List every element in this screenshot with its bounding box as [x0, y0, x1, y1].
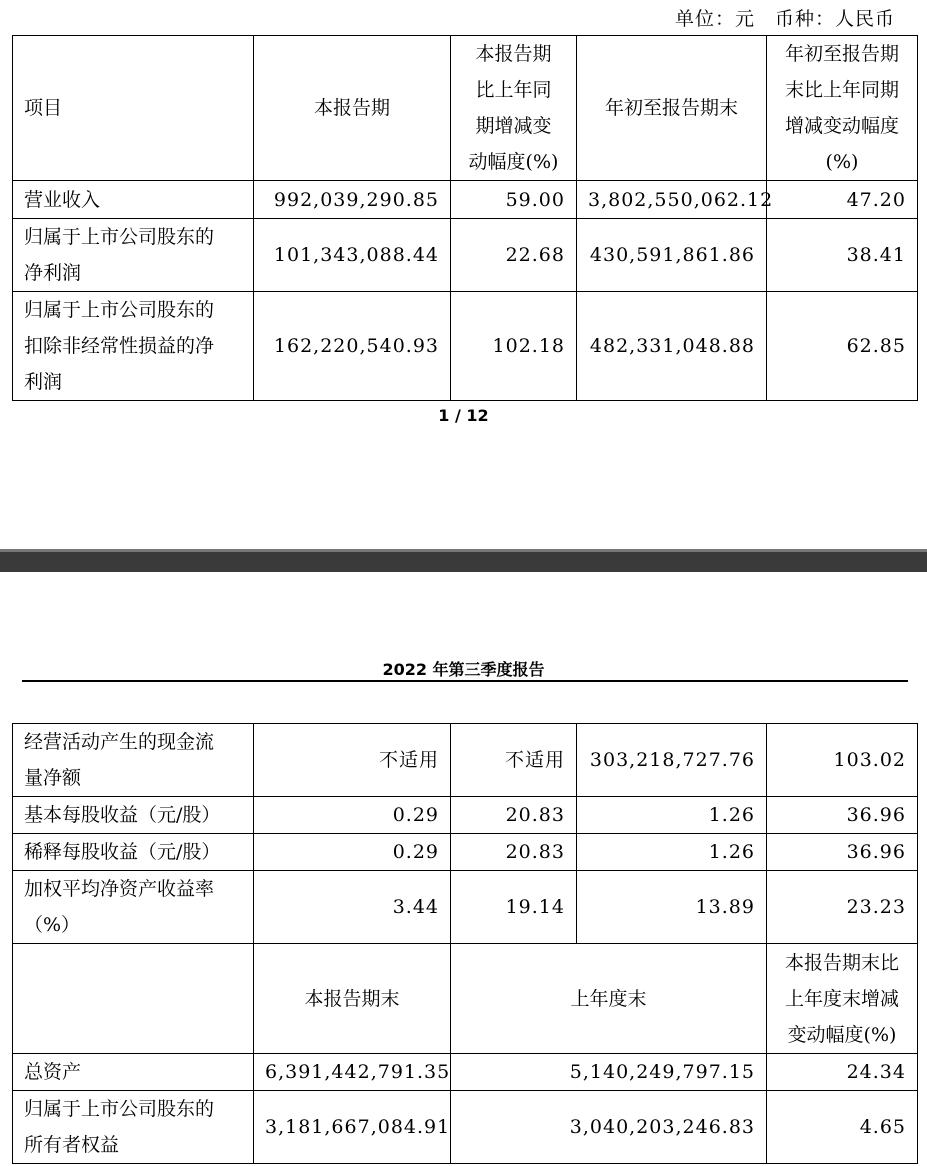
title-divider	[22, 680, 908, 682]
cell-ytd: 482,331,048.88	[577, 292, 767, 401]
table-row	[13, 1054, 918, 1091]
label-line: 归属于上市公司股东的	[24, 299, 215, 321]
table-row	[13, 1091, 918, 1164]
row-label	[13, 871, 254, 944]
label-line: 归属于上市公司股东的	[24, 1098, 215, 1120]
cell-current-change: 20.83	[451, 797, 577, 834]
header-current-period: 本报告期	[254, 36, 451, 181]
header-line: 本报告期末比	[784, 951, 899, 974]
cell-ytd: 430,591,861.86	[577, 219, 767, 292]
cell-current: 0.29	[254, 797, 451, 834]
label-line: （%）	[24, 914, 81, 936]
cell-current: 101,343,088.44	[254, 219, 451, 292]
header-line: 末比上年同期	[784, 79, 899, 101]
cell-ytd-change: 38.41	[767, 219, 918, 292]
header-ytd-change	[767, 36, 918, 181]
header-blank	[13, 944, 254, 1054]
label-line: 量净额	[24, 767, 82, 789]
cell-ytd-change: 36.96	[767, 797, 918, 834]
cell-ytd-change: 103.02	[767, 724, 918, 797]
report-title: 2022 年第三季度报告	[382, 660, 545, 679]
cell-balance-change: 4.65	[767, 1091, 918, 1164]
header-period-end: 本报告期末	[254, 944, 451, 1054]
row-label	[13, 1091, 254, 1164]
cell-current: 162,220,540.93	[254, 292, 451, 401]
label-line: 营业收入	[24, 188, 101, 211]
cell-current-change: 20.83	[451, 834, 577, 871]
cell-period-end: 3,181,667,084.91	[254, 1091, 451, 1164]
header-item: 项目	[13, 36, 254, 181]
cell-ytd: 1.26	[577, 834, 767, 871]
header-line: 本报告期	[475, 43, 552, 65]
page-separator	[0, 549, 927, 572]
label-line: 稀释每股收益（元/股）	[24, 841, 221, 863]
table-row	[13, 871, 918, 944]
table-row	[13, 797, 918, 834]
cell-ytd-change: 36.96	[767, 834, 918, 871]
cell-ytd: 1.26	[577, 797, 767, 834]
header-line: 期增减变	[475, 115, 552, 137]
header-line: 上年度末增减	[784, 987, 899, 1010]
row-label	[13, 1054, 254, 1091]
cell-ytd: 3,802,550,062.12	[577, 181, 767, 219]
label-line: 基本每股收益（元/股）	[24, 804, 221, 826]
table-header-row	[13, 36, 918, 181]
cell-current-change: 102.18	[451, 292, 577, 401]
row-label	[13, 797, 254, 834]
header-line: 比上年同	[475, 79, 552, 101]
cell-ytd-change: 23.23	[767, 871, 918, 944]
header-line: (%)	[825, 151, 859, 173]
financial-table-top	[12, 35, 918, 401]
row-label	[13, 219, 254, 292]
cell-ytd: 13.89	[577, 871, 767, 944]
label-line: 总资产	[24, 1061, 82, 1083]
row-label	[13, 834, 254, 871]
table-row	[13, 181, 918, 219]
table-row	[13, 292, 918, 401]
financial-table-bottom	[12, 723, 918, 1164]
header-line: 增减变动幅度	[784, 115, 899, 137]
label-line: 净利润	[24, 262, 82, 284]
cell-current: 3.44	[254, 871, 451, 944]
cell-current: 不适用	[254, 724, 451, 797]
header-line: 动幅度(%)	[468, 151, 559, 173]
cell-ytd-change: 47.20	[767, 181, 918, 219]
label-line: 利润	[24, 371, 63, 393]
cell-current: 992,039,290.85	[254, 181, 451, 219]
row-label	[13, 292, 254, 401]
cell-prior-year-end: 3,040,203,246.83	[451, 1091, 767, 1164]
page-number: 1 / 12	[438, 406, 489, 425]
label-line: 所有者权益	[24, 1134, 120, 1156]
header-balance-change	[767, 944, 918, 1054]
header-current-change	[451, 36, 577, 181]
table-row	[13, 219, 918, 292]
cell-ytd: 303,218,727.76	[577, 724, 767, 797]
label-line: 经营活动产生的现金流	[24, 731, 215, 753]
cell-current-change: 59.00	[451, 181, 577, 219]
table-row	[13, 834, 918, 871]
header-line: 年初至报告期	[784, 43, 899, 65]
cell-current-change: 不适用	[451, 724, 577, 797]
cell-period-end: 6,391,442,791.35	[254, 1054, 451, 1091]
header-ytd: 年初至报告期末	[577, 36, 767, 181]
label-line: 加权平均净资产收益率	[24, 878, 215, 900]
cell-current: 0.29	[254, 834, 451, 871]
cell-current-change: 22.68	[451, 219, 577, 292]
header-line: 变动幅度(%)	[787, 1023, 897, 1046]
cell-prior-year-end: 5,140,249,797.15	[451, 1054, 767, 1091]
cell-current-change: 19.14	[451, 871, 577, 944]
table-row	[13, 724, 918, 797]
row-label	[13, 724, 254, 797]
cell-ytd-change: 62.85	[767, 292, 918, 401]
label-line: 归属于上市公司股东的	[24, 226, 215, 248]
balance-header-row	[13, 944, 918, 1054]
unit-currency-note: 单位：元 币种：人民币	[674, 8, 895, 30]
row-label	[13, 181, 254, 219]
label-line: 扣除非经常性损益的净	[24, 335, 215, 357]
header-prior-year-end: 上年度末	[451, 944, 767, 1054]
cell-balance-change: 24.34	[767, 1054, 918, 1091]
